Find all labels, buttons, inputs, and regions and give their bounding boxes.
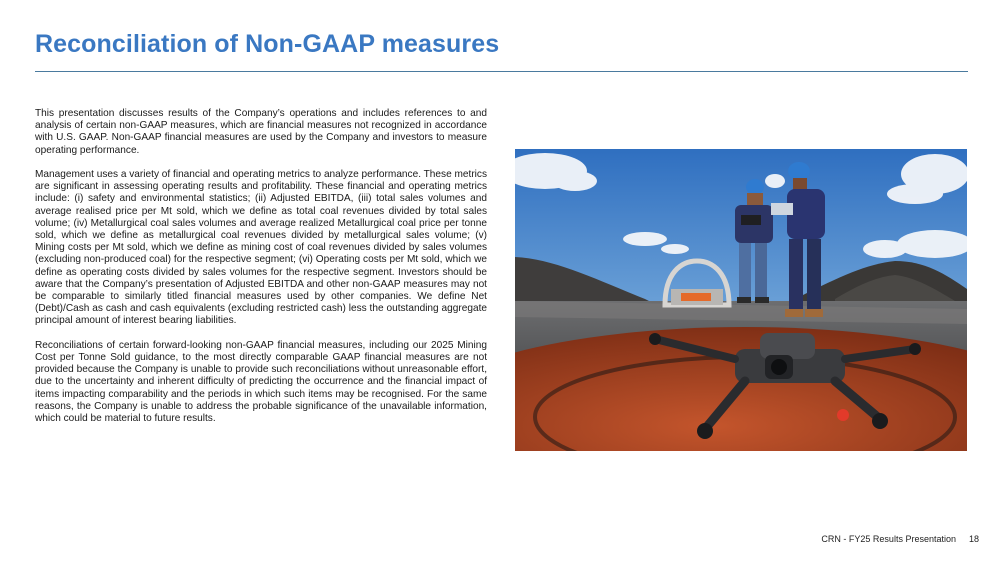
slide-footer (821, 534, 979, 544)
footer-label: CRN - FY25 Results Presentation (821, 534, 956, 544)
paragraph-metrics: Management uses a variety of financial and operating metrics to analyze performance. These metrics are significant in assessing operating results and profitability. These financial and operating metrics include: (i) safety and environmental statistics; (ii) Adjusted EBITDA, (iii) total sales volumes and average realised price per Mt sold, which we define as total coal revenues divided by total sales volume; (iv) Metallurgical coal sales volumes and average realized Metallurgical coal price per tonne sold, which we define as metallurgical coal revenues divided by metallurgical sales volume; (v) Mining costs per Mt sold, which we define as mining cost of coal revenues divided by sales volumes (excluding non-produced coal) for the respective segment; (vi) Operating costs per Mt sold, which we define as operating costs divided by sales volumes for the respective segment. Investors should be aware that the Company’s presentation of Adjusted EBITDA and other non-GAAP measures may not be comparable to similarly titled financial measures used by other companies. We define Net (Debt)/Cash as cash and cash equivalents (excluding restricted cash) less the outstanding aggregate principal amount of interest bearing liabilities. (35, 169, 488, 327)
page-number: 18 (968, 534, 979, 544)
title-divider (35, 71, 968, 72)
paragraph-intro: This presentation discusses results of the Company’s operations and includes references to and analysis of certain non-GAAP measures, which are financial measures not recognized in accordance with U.S. GAAP. Non-GAAP financial measures are used by the Company and investors to measure operating performance. (35, 108, 487, 156)
slide-title: Reconciliation of Non-GAAP measures (35, 30, 500, 58)
body-text (35, 108, 487, 437)
paragraph-forward-looking: Reconciliations of certain forward-looking non-GAAP financial measures, including our 2025 Mining Cost per Tonne Sold guidance, to the most directly comparable GAAP financial measures are not provided because the Company is unable to provide such reconciliations without unreasonable effort, due to the uncertainty and inherent difficulty of predicting the occurrence and the financial impact of items impacting comparability and the periods in which such items may be recognised. For the same reasons, the Company is unable to address the probable significance of the unavailable information, which could be material to future results. (35, 339, 487, 425)
mine-site-photo (515, 149, 967, 451)
